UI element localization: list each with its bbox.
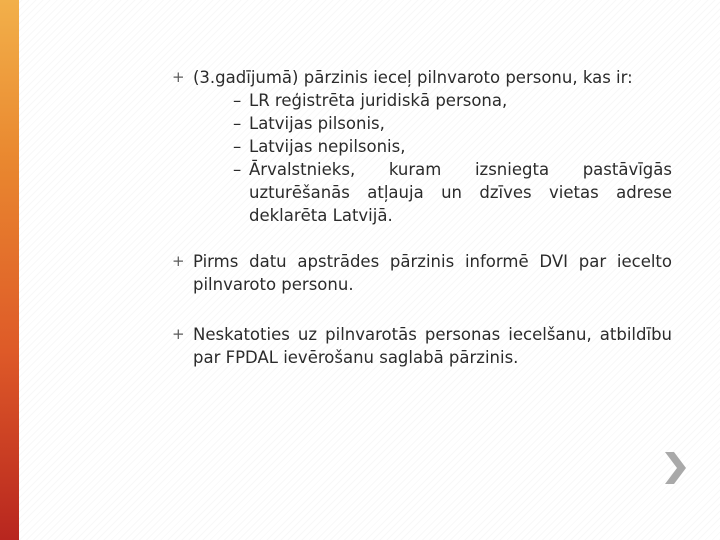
bullet-text: Neskatoties uz pilnvarotās personas iecelšanu, atbildību par FPDAL ievērošanu saglabā pārzinis. [193,325,672,367]
bullet-text: Pirms datu apstrādes pārzinis informē DVI par iecelto pilnvaroto personu. [193,252,672,294]
sub-item-text: Ārvalstnieks, kuram izsniegta pastāvīgās uzturēšanās atļauja un dzīves vietas adrese deklarēta Latvijā. [249,160,672,225]
sub-marker: – [233,114,242,133]
bullet-item-3 [172,323,672,369]
sub-item-text: Latvijas nepilsonis, [249,137,406,156]
bullet-marker: + [172,252,185,270]
sub-item [213,89,672,112]
sub-list [193,89,672,227]
sub-marker: – [233,137,242,156]
bullet-item-2 [172,250,672,296]
bullet-marker: + [172,68,185,86]
sub-item [213,112,672,135]
sub-item-text: Latvijas pilsonis, [249,114,385,133]
sub-marker: – [233,160,242,179]
bullet-item-1 [172,66,672,227]
bullet-text: (3.gadījumā) pārzinis ieceļ pilnvaroto personu, kas ir: [193,68,633,87]
sub-item [213,158,672,227]
slide-content [172,66,672,396]
sub-item [213,135,672,158]
sub-item-text: LR reģistrēta juridiskā persona, [249,91,508,110]
accent-sidebar [0,0,19,540]
bullet-marker: + [172,325,185,343]
chevron-right-icon[interactable] [662,450,688,486]
sub-marker: – [233,91,242,110]
